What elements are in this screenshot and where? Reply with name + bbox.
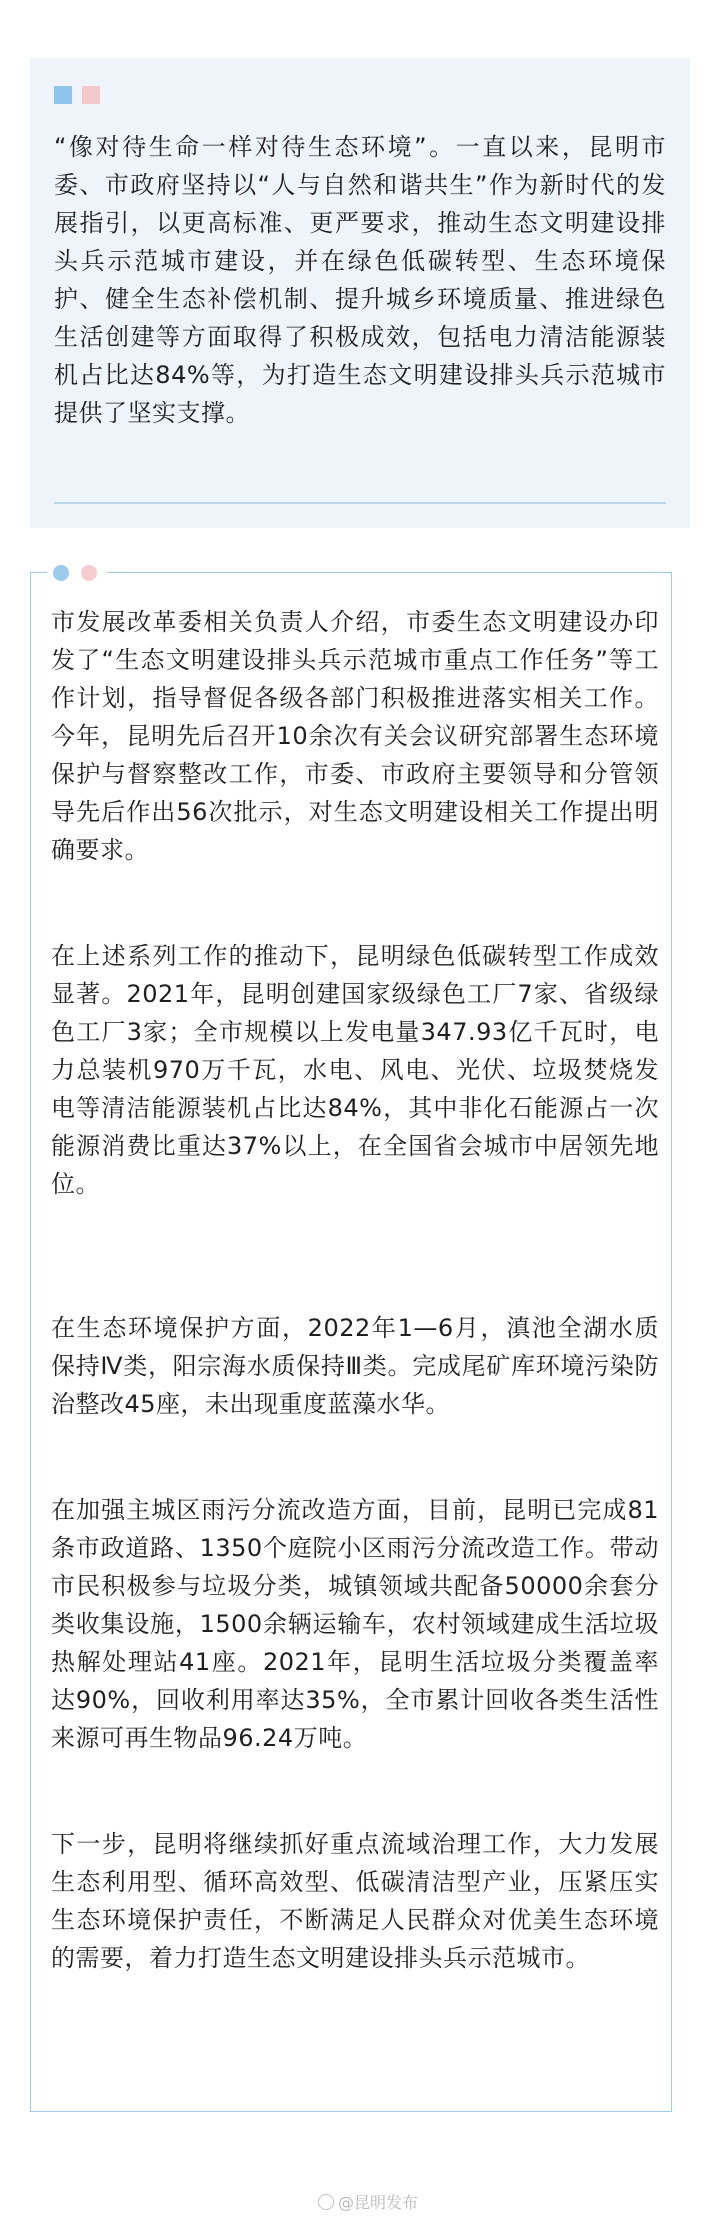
weibo-icon [318, 2194, 334, 2210]
paragraph-5: 下一步，昆明将继续抓好重点流域治理工作，大力发展生态利用型、循环高效型、低碳清洁型产业，压紧压实生态环境保护责任，不断满足人民群众对优美生态环境的需要，着力打造生态文明建设排头兵示范城市。 [51, 1830, 659, 1972]
paragraph-1: 市发展改革委相关负责人介绍，市委生态文明建设办印发了“生态文明建设排头兵示范城市重点工作任务”等工作计划，指导督促各级各部门积极推进落实相关工作。今年，昆明先后召开10余次有关会议研究部署生态环境保护与督察整改工作，市委、市政府主要领导和分管领导先后作出56次批示，对生态文明建设相关工作提出明确要求。 [51, 608, 659, 864]
watermark-text: @昆明发布 [338, 2193, 419, 2212]
intro-card [30, 58, 690, 528]
paragraph-3: 在生态环境保护方面，2022年1—6月，滇池全湖水质保持Ⅳ类，阳宗海水质保持Ⅲ类。完成尾矿库环境污染防治整改45座，未出现重度蓝藻水华。 [51, 1314, 659, 1418]
blue-dot-decoration [53, 565, 69, 581]
intro-text: “像对待生命一样对待生态环境”。一直以来，昆明市委、市政府坚持以“人与自然和谐共生”作为新时代的发展指引，以更高标准、更严要求，推动生态文明建设排头兵示范城市建设，并在绿色低碳转型、生态环境保护、健全生态补偿机制、提升城乡环境质量、推进绿色生活创建等方面取得了积极成效，包括电力清洁能源装机占比达84%等，为打造生态文明建设排头兵示范城市提供了坚实支撑。 [54, 133, 666, 427]
pink-dot-decoration [81, 565, 97, 581]
divider [54, 502, 666, 504]
watermark [318, 2190, 418, 2213]
paragraph-4: 在加强主城区雨污分流改造方面，目前，昆明已完成81条市政道路、1350个庭院小区雨污分流改造工作。带动市民积极参与垃圾分类，城镇领域共配备50000余套分类收集设施，1500余辆运输车，农村领域建成生活垃圾热解处理站41座。2021年，昆明生活垃圾分类覆盖率达90%，回收利用率达35%，全市累计回收各类生活性来源可再生物品96.24万吨。 [51, 1496, 659, 1752]
pink-square-decoration [82, 86, 100, 104]
blue-square-decoration [54, 86, 72, 104]
paragraph-2: 在上述系列工作的推动下，昆明绿色低碳转型工作成效显著。2021年，昆明创建国家级绿色工厂7家、省级绿色工厂3家；全市规模以上发电量347.93亿千瓦时，电力总装机970万千瓦，水电、风电、光伏、垃圾焚烧发电等清洁能源装机占比达84%，其中非化石能源占一次能源消费比重达37%以上，在全国省会城市中居领先地位。 [51, 942, 659, 1198]
card-dots [47, 561, 107, 585]
article-card [30, 572, 672, 2112]
